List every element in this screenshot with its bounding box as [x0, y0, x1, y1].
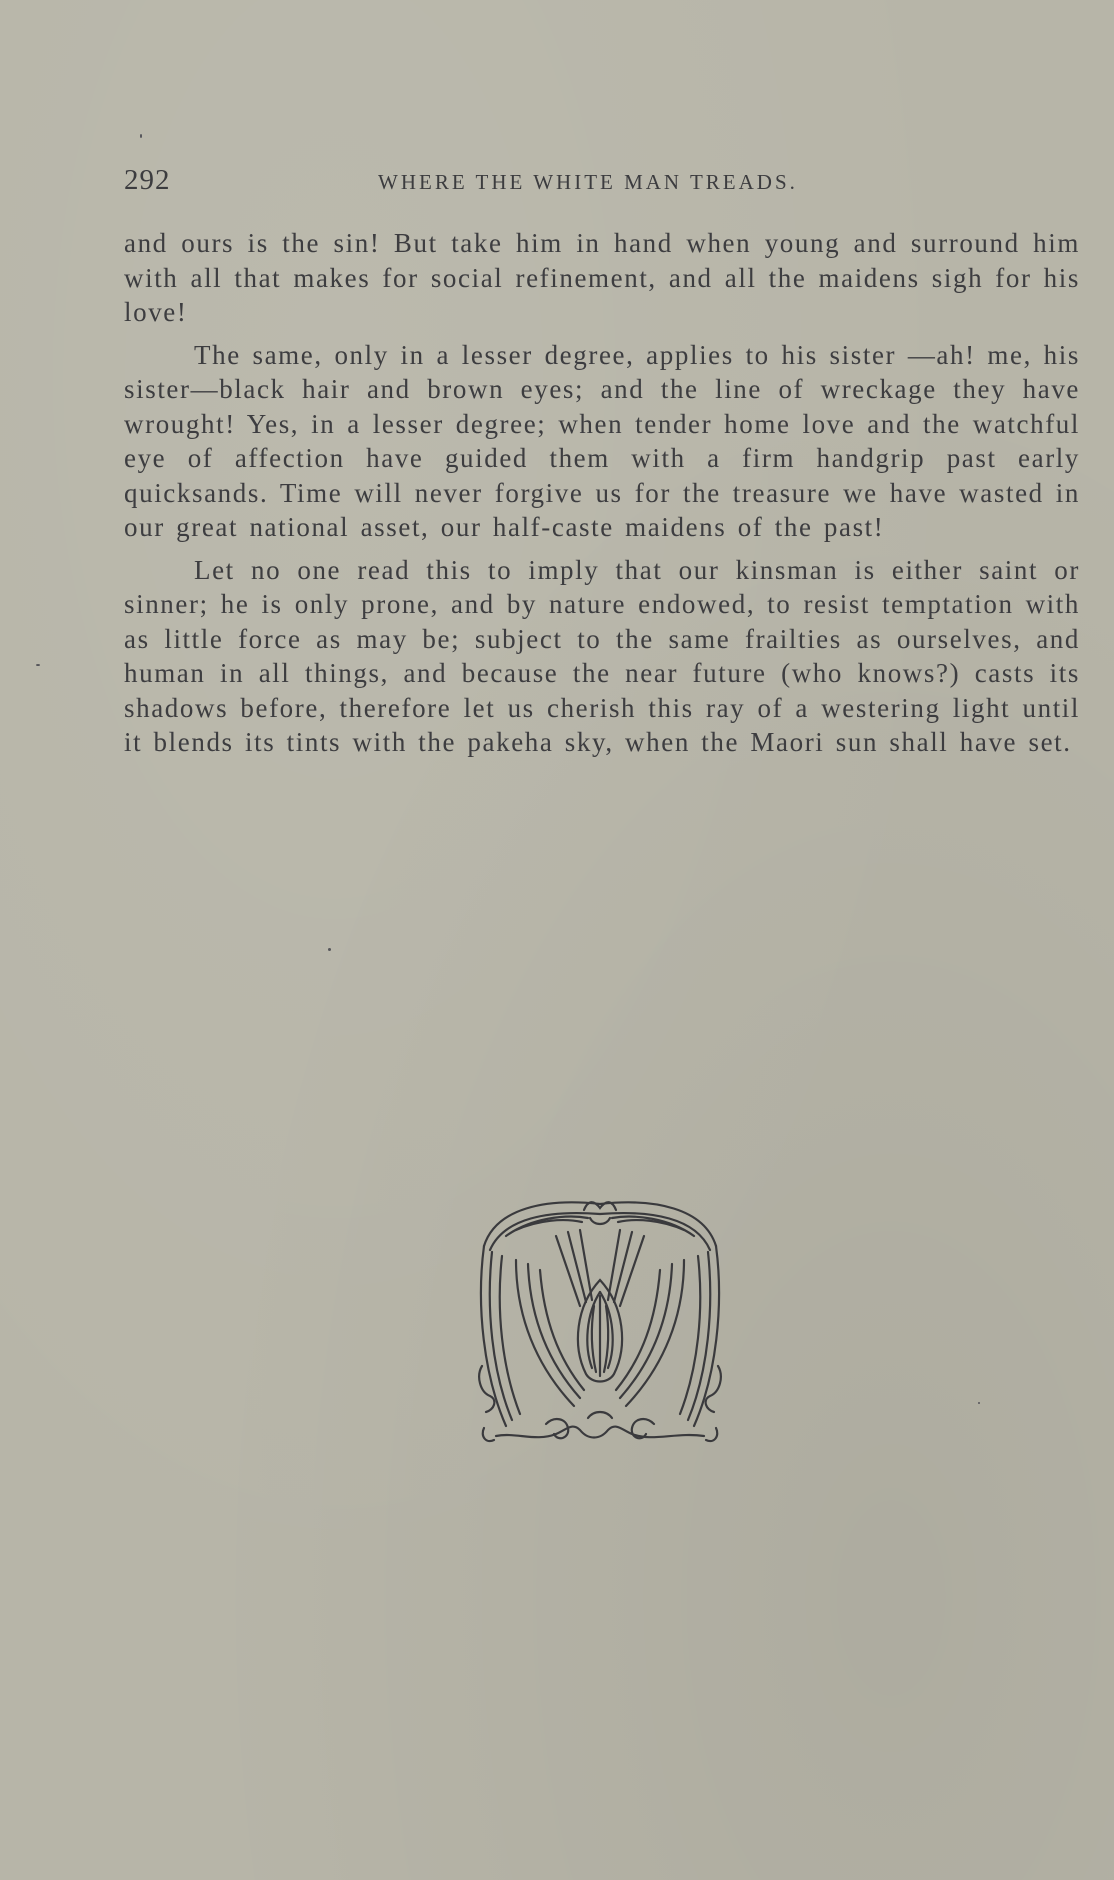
paper-speck [978, 1402, 980, 1404]
art-nouveau-tailpiece-icon [476, 1196, 724, 1448]
body-text [124, 226, 1080, 768]
paragraph-3: Let no one read this to imply that our kinsman is either saint or sinner; he is only prone, and by nature endowed, to resist temptation with as little force as may be; subject to the same frailties as ourselves, and human in all things, and because the near future (who knows?) casts its shadows before, therefore let us cherish this ray of a westering light until it blends its tints with the pakeha sky, when the Maori sun shall have set. [124, 554, 1080, 757]
paragraph-1: and ours is the sin! But take him in hand when young and surround him with all that makes for social refinement, and all the maidens sigh for his love! [124, 228, 1080, 327]
paper-speck [140, 134, 142, 138]
running-head: WHERE THE WHITE MAN TREADS. [378, 170, 798, 194]
paper-speck [36, 664, 40, 666]
paper-speck [328, 948, 331, 951]
page-number: 292 [124, 164, 171, 196]
paragraph-2: The same, only in a lesser degree, applies to his sister —ah! me, his sister—black hair and brown eyes; and the line of wreckage they have wrought! Yes, in a lesser degree; when tender home love and the watchful eye of affection have guided them with a firm handgrip past early quicksands. Time will never forgive us for the treasure we have wasted in our great national asset, our half-caste maidens of the past! [124, 339, 1080, 542]
page-header [124, 164, 1080, 204]
